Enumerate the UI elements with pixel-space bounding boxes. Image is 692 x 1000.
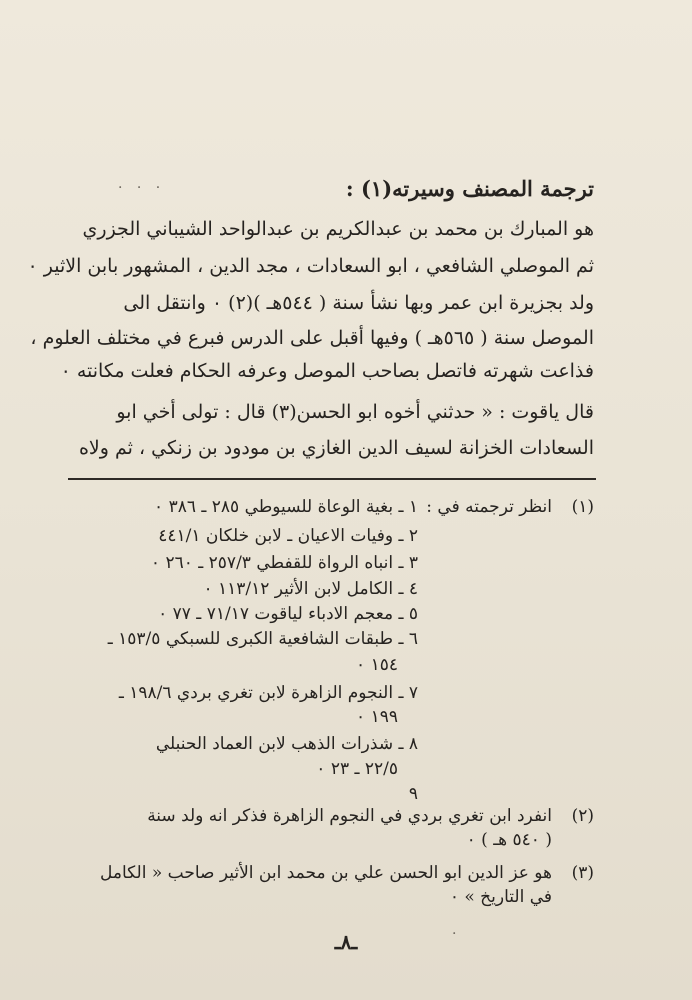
footnote-3-line-1: هو عز الدين ابو الحسن علي بن محمد ابن الأثير صاحب « الكامل bbox=[99, 863, 552, 883]
footnote-2-line-2: ( ٥٤٠ هـ ) ٠ bbox=[466, 830, 552, 850]
page-number: ـ٨ـ bbox=[334, 930, 358, 954]
source-6: ٦ ـ طبقات الشافعية الكبرى للسبكي ١٥٣/٥ ـ bbox=[107, 629, 418, 649]
footnote-3-number: (٣) bbox=[571, 863, 594, 883]
body-line-3: ولد بجزيرة ابن عمر وبها نشأ سنة ( ٥٤٤هـ )(٢) ٠ وانتقل الى bbox=[123, 292, 594, 314]
body-line-5: فذاعت شهرته فاتصل بصاحب الموصل وعرفه الحكام فعلت مكانته ٠ bbox=[60, 360, 594, 382]
source-6-continued: ١٥٤ ٠ bbox=[356, 655, 398, 675]
body-line-2: ثم الموصلي الشافعي ، ابو السعادات ، مجد الدين ، المشهور بابن الاثير ٠ bbox=[27, 255, 594, 277]
body-line-6: قال ياقوت : « حدثني أخوه ابو الحسن(٣) قال : تولى أخي ابو bbox=[116, 401, 594, 423]
body-line-4: الموصل سنة ( ٥٦٥هـ ) وفيها أقبل على الدرس فبرع في مختلف العلوم ، bbox=[30, 327, 594, 349]
source-7: ٧ ـ النجوم الزاهرة لابن تغري بردي ١٩٨/٦ ـ bbox=[118, 683, 418, 703]
body-line-1: هو المبارك بن محمد بن عبدالكريم بن عبدالواحد الشيباني الجزري bbox=[82, 218, 594, 240]
source-3: ٣ ـ انباه الرواة للقفطي ٢٥٧/٣ ـ ٢٦٠ ٠ bbox=[150, 553, 418, 573]
section-heading: ترجمة المصنف وسيرته(١) : bbox=[345, 176, 594, 201]
source-8-continued: ٢٢/٥ ـ ٢٣ ٠ bbox=[316, 759, 398, 779]
footnote-2-number: (٢) bbox=[571, 806, 594, 826]
footnote-1-number: (١) bbox=[571, 497, 594, 517]
footnote-separator bbox=[68, 478, 596, 480]
source-4: ٤ ـ الكامل لابن الأثير ١١٣/١٢ ٠ bbox=[203, 579, 418, 599]
footnote-3-line-2: في التاريخ » ٠ bbox=[449, 887, 552, 907]
source-2: ٢ ـ وفيات الاعيان ـ لابن خلكان ٤٤١/١ bbox=[158, 526, 418, 546]
footnote-1-intro: انظر ترجمته في : bbox=[426, 497, 552, 517]
source-5: ٥ ـ معجم الادباء لياقوت ٧١/١٧ ـ ٧٧ ٠ bbox=[158, 604, 418, 624]
source-8: ٨ ـ شذرات الذهب لابن العماد الحنبلي bbox=[155, 734, 418, 754]
source-7-continued: ١٩٩ ٠ bbox=[356, 707, 398, 727]
source-1: ١ ـ بغية الوعاة للسيوطي ٢٨٥ ـ ٣٨٦ ٠ bbox=[154, 497, 418, 517]
body-line-7: السعادات الخزانة لسيف الدين الغازي بن مودود بن زنكي ، ثم ولاه bbox=[78, 437, 594, 459]
print-speckle: · · · bbox=[118, 180, 166, 196]
source-9: ٩ bbox=[408, 784, 418, 804]
print-speckle: · bbox=[452, 926, 462, 942]
footnote-2-line-1: انفرد ابن تغري بردي في النجوم الزاهرة فذكر انه ولد سنة bbox=[147, 806, 552, 826]
